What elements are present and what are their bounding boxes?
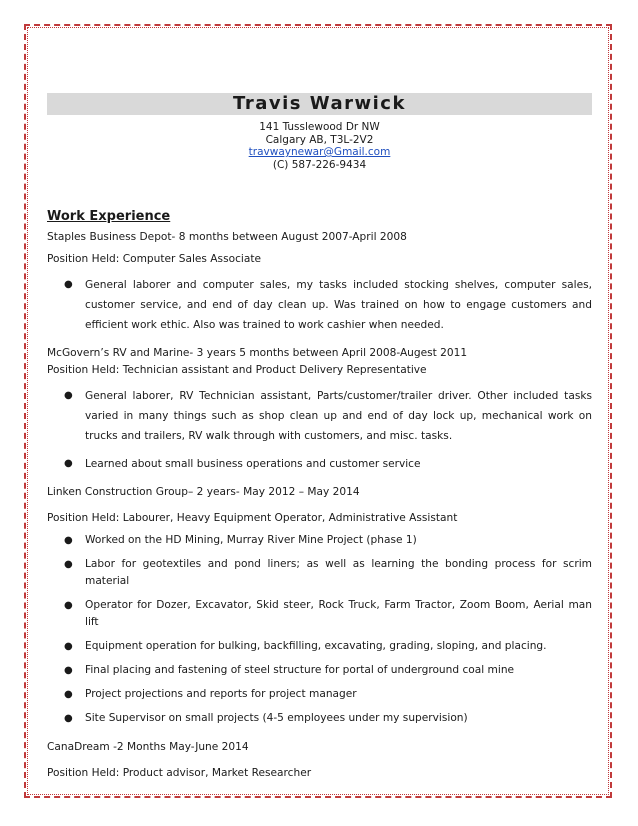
bullet-icon: ● <box>64 713 73 724</box>
job-company: CanaDream -2 Months May-June 2014 <box>47 741 249 753</box>
bullet-icon: ● <box>64 559 73 570</box>
address-line-2: Calgary AB, T3L-2V2 <box>265 133 374 146</box>
section-title-work-experience: Work Experience <box>47 209 171 224</box>
list-item: ● Equipment operation for bulking, backfilling, excavating, grading, sloping, and placing. <box>47 638 592 655</box>
list-item: ● Labor for geotextiles and pond liners; as well as learning the bonding process for scrim material <box>64 558 592 587</box>
bullet-icon: ● <box>64 458 73 469</box>
contact-block <box>47 121 592 171</box>
list-item: ● Learned about small business operations and customer service <box>47 454 592 474</box>
bullet-icon: ● <box>64 665 73 676</box>
phone: (C) 587-226-9434 <box>272 158 367 171</box>
list-item: ● Project projections and reports for project manager <box>47 686 592 703</box>
bullet-icon: ● <box>64 279 73 290</box>
bullet-icon: ● <box>64 390 73 401</box>
list-item: ● General laborer and computer sales, my tasks included stocking shelves, computer sales, customer service, and end of day clean up. Was trained on how to engage customers and efficient work ethic. Also was trained to work cashier when needed. <box>47 275 592 335</box>
job-position: Position Held: Labourer, Heavy Equipment Operator, Administrative Assistant <box>47 512 458 524</box>
email-link[interactable]: travwaynewar@Gmail.com <box>248 146 391 158</box>
bullet-icon: ● <box>64 600 73 611</box>
list-item: ● Worked on the HD Mining, Murray River Mine Project (phase 1) <box>47 532 592 549</box>
bullet-icon: ● <box>64 641 73 652</box>
job-company: McGovern’s RV and Marine- 3 years 5 months between April 2008-Augest 2011 <box>47 347 468 359</box>
job-company: Linken Construction Group– 2 years- May 2012 – May 2014 <box>47 486 360 498</box>
list-item: ● Site Supervisor on small projects (4-5 employees under my supervision) <box>47 710 592 727</box>
bullet-icon: ● <box>64 689 73 700</box>
job-position: Position Held: Computer Sales Associate <box>47 253 261 265</box>
list-item: ● Final placing and fastening of steel structure for portal of underground coal mine <box>47 662 592 679</box>
bullet-icon: ● <box>64 535 73 546</box>
job-position: Position Held: Product advisor, Market Researcher <box>47 767 312 779</box>
list-item: ● Operator for Dozer, Excavator, Skid steer, Rock Truck, Farm Tractor, Zoom Boom, Aerial man lift <box>64 599 592 628</box>
job-company: Staples Business Depot- 8 months between August 2007-April 2008 <box>47 231 407 243</box>
job-position: Position Held: Technician assistant and Product Delivery Representative <box>47 364 427 376</box>
list-item: ● General laborer, RV Technician assistant, Parts/customer/trailer driver. Other included tasks varied in many things such as shop clean up and end of day lock up, mechanical work on trucks and trailers, RV walk through with customers, and misc. tasks. <box>47 386 592 446</box>
resume-body <box>47 93 592 780</box>
address-line-1: 141 Tusslewood Dr NW <box>259 121 380 133</box>
resume-name: Travis Warwick <box>47 93 592 115</box>
